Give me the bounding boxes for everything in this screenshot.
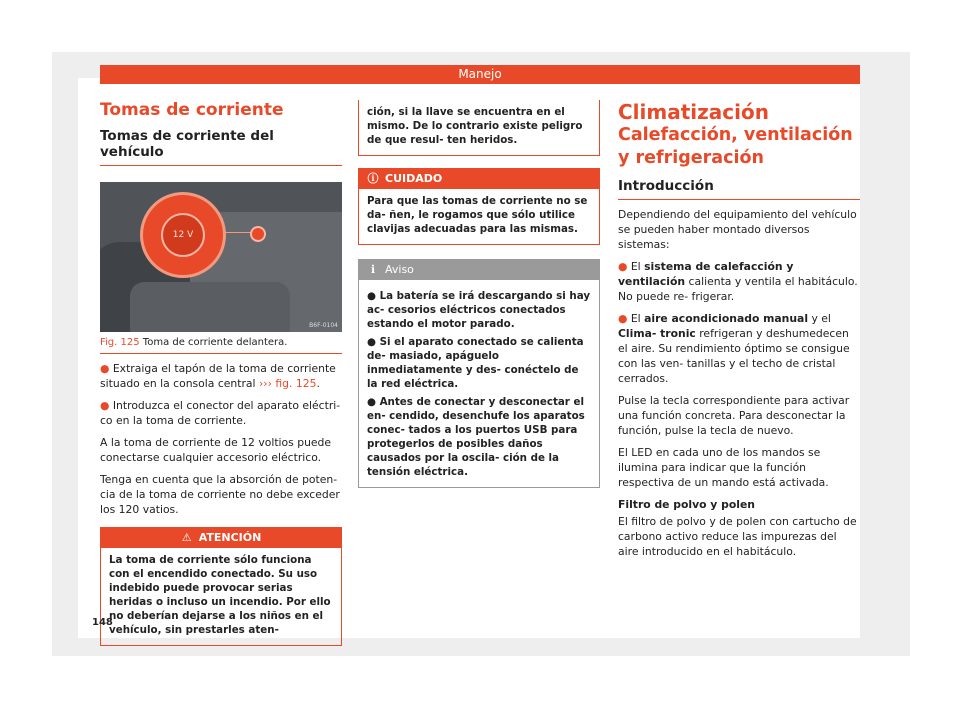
paragraph: Tenga en cuenta que la absorción de poten- cia de la toma de corriente no debe exceder los 120 vatios. — [100, 473, 340, 516]
note-header: ℹ Aviso — [359, 260, 599, 280]
bullet-icon: ● — [100, 362, 113, 375]
paragraph: A la toma de corriente de 12 voltios puede conectarse cualquier accesorio eléctrico. — [100, 436, 332, 464]
chapter-title: Climatización — [618, 100, 769, 124]
socket-marker — [250, 226, 266, 242]
note-item: ● La batería se irá descargando si hay ac- cesorios eléctricos conectados estando el motor parado. — [367, 290, 591, 330]
warning-text: La toma de corriente sólo funciona con el encendido conectado. Su uso indebido puede provocar serias heridas o incluso un incendio. Por ello no deberían dejarse a los niños en el vehículo, sin prestarles aten- — [109, 554, 331, 636]
page-number: 148 — [92, 617, 113, 628]
column-3 — [618, 100, 860, 559]
section-title: Tomas de corriente — [100, 100, 284, 120]
paragraph: Dependiendo del equipamiento del vehículo se pueden haber montado diversos sistemas: — [618, 208, 857, 251]
section-title: Calefacción, ventilación y refrigeración — [618, 125, 853, 168]
bullet-icon: ● — [100, 399, 113, 412]
note-box — [358, 259, 600, 488]
warning-text-continued: ción, si la llave se encuentra en el mismo. De lo contrario existe peligro de que resul- ten heridos. — [367, 106, 583, 146]
subsection-title: Introducción — [618, 178, 860, 200]
warning-header: ⚠ ATENCIÓN — [101, 528, 341, 548]
bullet-1: ● El sistema de calefacción y ventilación calienta y ventila el habitáculo. No puede re- frigerar. — [618, 260, 858, 303]
info-icon: ℹ — [370, 263, 376, 276]
chapter-header: Manejo — [100, 65, 860, 84]
note-item: ● Antes de conectar y desconectar el en- cendido, desenchufe los aparatos conec- tados a los puertos USB para protegerlos de posibles daños causados por la oscila- ción de la tensión eléctrica. — [367, 396, 585, 478]
figure-caption-text: Toma de corriente delantera. — [142, 337, 288, 348]
paragraph: El LED en cada uno de los mandos se ilumina para indicar que la función respectiva de un mando está activada. — [618, 446, 829, 489]
socket-zoom — [140, 192, 226, 278]
note-body — [359, 280, 599, 487]
armrest-shape — [130, 282, 290, 332]
figure-code: B6F-0104 — [309, 322, 338, 329]
subheading: Filtro de polvo y polen — [618, 498, 755, 511]
column-1 — [100, 100, 342, 646]
warning-triangle-icon: ⚠ — [181, 531, 192, 544]
figure-number: Fig. 125 — [100, 337, 140, 348]
bullet-2: ● Introduzca el conector del aparato eléctri- co en la toma de corriente. — [100, 399, 341, 427]
figure-link[interactable]: ››› fig. 125 — [258, 377, 317, 390]
bullet-2: ● El aire acondicionado manual y el Clima- tronic refrigeran y deshumedecen el aire. Su rendimiento óptimo se consigue con las ven- tanillas y el techo de cristal cerrados. — [618, 312, 850, 385]
paragraph: El filtro de polvo y de polen con cartucho de carbono activo reduce las impurezas del aire introducido en el habitáculo. — [618, 515, 857, 558]
socket-label: 12 V — [161, 213, 205, 257]
figure-caption — [100, 337, 342, 354]
section-subtitle: Tomas de corriente del vehículo — [100, 128, 342, 166]
bullet-1: ● Extraiga el tapón de la toma de corriente situado en la consola central ››› fig. 125. — [100, 362, 336, 390]
bullet-icon: ● — [618, 312, 631, 325]
warning-box — [100, 527, 342, 646]
paragraph: Pulse la tecla correspondiente para activar una función concreta. Para desconectar la función, pulse la tecla de nuevo. — [618, 394, 850, 437]
column-2 — [358, 100, 600, 488]
bullet-icon: ● — [618, 260, 631, 273]
exclamation-circle-icon: ⓘ — [367, 172, 379, 185]
caution-text: Para que las tomas de corriente no se da- ñen, le rogamos que sólo utilice clavijas adecuadas para las mismas. — [367, 195, 588, 235]
figure-image — [100, 182, 342, 332]
warning-box-continued — [358, 100, 600, 156]
caution-box — [358, 168, 600, 245]
note-item: ● Si el aparato conectado se calienta de- masiado, apáguelo inmediatamente y des- conéctelo de la red eléctrica. — [367, 336, 584, 390]
caution-header: ⓘ CUIDADO — [359, 169, 599, 189]
